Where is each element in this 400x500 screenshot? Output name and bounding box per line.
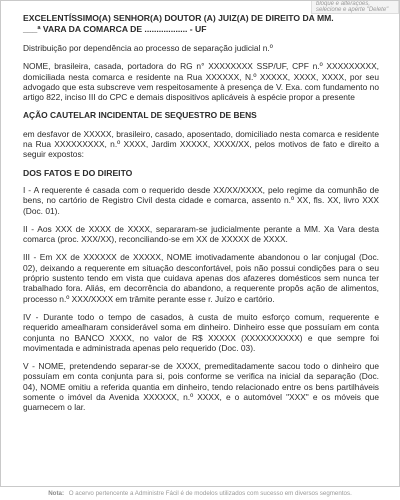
fact-paragraph-5: V - NOME, pretendendo separar-se de XXXX, premeditadamente sacou todo o dinheiro que possuíam em conta conjunta para si, pois conforme se verifica na inicial da separação (Doc. 04), NOME omitiu a referida quantia em dinheiro, tendo relacionado entre os bens partilháveis somente o imóvel da Avenida XXXXXX, n.º XXXX, e o automóvel "XXX" e os móveis que guarnecem o lar. bbox=[23, 361, 379, 413]
action-title: AÇÃO CAUTELAR INCIDENTAL DE SEQUESTRO DE BENS bbox=[23, 110, 257, 121]
edit-hint-text: bloque e alterações, selecione e aperte "Delete" bbox=[316, 1, 389, 13]
document-body bbox=[23, 13, 379, 421]
court-heading-line-1: EXCELENTÍSSIMO(A) SENHOR(A) DOUTOR (A) JUIZ(A) DE DIREITO DA MM. bbox=[23, 13, 334, 23]
court-heading-line-2: ___ª VARA DA COMARCA DE .................. - UF bbox=[23, 24, 207, 34]
facts-section-title: DOS FATOS E DO DIREITO bbox=[23, 167, 133, 178]
footer-note bbox=[0, 487, 400, 500]
fact-paragraph-1: I - A requerente é casada com o requerido desde XX/XX/XXXX, pelo regime da comunhão de bens, no cartório de Registro Civil desta cidade e comarca, assento n.º XX, fls. XX, livro XXX (Doc. 01). bbox=[23, 184, 379, 216]
distribution-paragraph: Distribuição por dependência ao processo de separação judicial n.º bbox=[23, 43, 273, 53]
intro-paragraph: NOME, brasileira, casada, portadora do RG n° XXXXXXXX SSP/UF, CPF n.º XXXXXXXXX, domiciliada nesta comarca e residente na Rua XXXXXX, N.º XXXXX, XXXX, XXXX, por seu advogado que esta subscreve vem respeitosamente à presença de V. Exa. com fundamento no artigo 822, inciso III do CPC e demais dispositivos aplicáveis à espécie propor a presente bbox=[23, 61, 379, 103]
fact-paragraph-3: III - Em XX de XXXXXX de XXXXX, NOME imotivadamente abandonou o lar conjugal (Doc. 02), deixando a requerente em situação desconfortável, pois não possui condições para o seu próprio sustento tendo em vista que cuidava apenas dos afazeres domésticos sem nunca ter trabalhado fora. Aliás, em decorrência do abandono, a requerente propôs ação de alimentos, processo n.º XXX/XXXX em trâmite perante esse r. Juízo e cartório. bbox=[23, 252, 379, 304]
footer-note-label: Nota: bbox=[48, 490, 65, 497]
court-heading bbox=[23, 13, 379, 35]
fact-paragraph-4: IV - Durante todo o tempo de casados, à custa de muito esforço comum, requerente e requerido amealharam considerável soma em dinheiro. Dinheiro esse que possuíam em conta conjunta no BANCO XXXX, no valor de R$ XXXXX (XXXXXXXXXX) e que sempre foi movimentada e administrada apenas pelo requerido (Doc. 03). bbox=[23, 311, 379, 353]
against-paragraph: em desfavor de XXXXX, brasileiro, casado, aposentado, domiciliado nesta comarca e residente na Rua XXXXXXXXX, n.º XXXX, Jardim XXXXX, XXXX/XX, pelos motivos de fato e direito a seguir expostos: bbox=[23, 128, 379, 160]
footer-note-text: O acervo pertencente a Administre Fácil é de modelos utilizados com sucesso em diversos segmentos. bbox=[68, 490, 352, 497]
fact-paragraph-2: II - Aos XXX de XXXX de XXXX, separaram-se judicialmente perante a MM. Xa Vara desta comarca (proc. XXX/XX), reconciliando-se em XX de XXXXX de XXXX. bbox=[23, 223, 379, 245]
